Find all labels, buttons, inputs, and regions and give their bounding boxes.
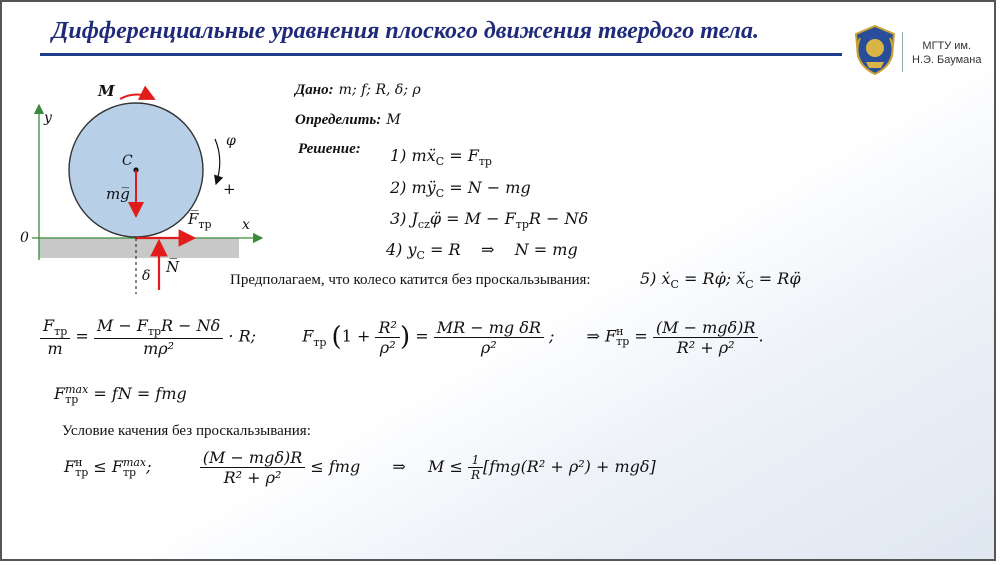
label-N: N̅ [166,258,180,276]
label-plus: + [223,180,236,198]
condition-row: F н тр ≤ F max тр ; $\frac{\text{(M − mgδ)R}}{\text{R² + ρ²}}$ ≤ fmg ⇒ M ≤ $\frac{1}{R}$ [fmg(R² + ρ²) + mgδ] [64,448,656,487]
label-phi: φ [226,133,236,149]
given-line [295,79,421,99]
phi-arrow [215,139,220,184]
fraction-friction-result: $\frac{\text{(M − mgδ)R}}{\text{R² + ρ²}}$ [653,318,759,357]
university-name [912,39,981,67]
equation-5: 5) ẋ$_C$ = Rφ̇; ẍ$_C$ = Rφ̈ [640,269,801,292]
fraction-f-over-m: $\frac{F_{тр}}{m}$ [40,316,70,358]
fraction-moment: $\frac{M - F_{тр}R - N\delta}{\text{mρ²}}$ [94,316,223,358]
university-line-1: МГТУ им. [922,40,972,52]
label-origin: 0 [20,230,29,246]
max-friction-equation: F max тр = fN = fmg [54,382,187,406]
given-value: m; f; R, δ; ρ [338,82,421,98]
bmstu-emblem-icon [852,24,898,76]
equation-3: 3) $J_{cz}\varphï = M - F_{тр}R - N\delta$ [390,209,589,232]
find-value: M [386,112,401,128]
moment-arrow [120,95,154,100]
logo-separator [902,32,903,72]
equation-4: 4) $y_C = R$ ⇒ N = mg [386,240,578,263]
find-line [295,109,401,129]
equation-2: 2) $mÿ_C = N$ − mg [390,178,531,201]
fraction-r-over-rho: $\frac{\text{R²}}{\text{ρ²}}$ [375,318,399,357]
fraction-mr: $\frac{\text{MR − mg δR}}{\text{ρ²}}$ [434,318,544,357]
equation-1: 1) mẍ$_C$ = $F_{тр}$ [390,146,492,169]
given-label: Дано: [295,82,334,98]
solution-label: Решение: [298,141,361,157]
label-M: M [98,82,115,100]
label-mg: mg̅ [106,185,130,203]
label-y: y [44,110,52,126]
wheel-diagram [2,2,282,302]
assumption-text: Предполагаем, что колесо катится без проскальзывания: [230,272,591,288]
derivation-row: $\frac{F_{тр}}{m}$ = $\frac{M - F_{тр}R - N\delta}{\text{mρ²}}$ · R; $F_{тр}$ (1 + $\frac{\text{R²}}{\text{ρ²}}$ ) = $\frac{\text{MR − mg δR}}{\text{ρ²}}$ ; ⇒ F н тр = $\frac{\text{(M − mgδ)R}}{\text{R² + ρ²}}$ . [40,316,764,358]
condition-text: Условие качения без проскальзывания: [62,423,311,439]
label-C: C [122,153,133,169]
fraction-one-over-r: $\frac{1}{R}$ [468,453,483,482]
ground-hatch [39,238,239,258]
university-line-2: Н.Э. Баумана [912,54,982,66]
slide-title: Дифференциальные уравнения плоского движения твердого тела. [52,18,759,44]
label-x: x [242,217,250,233]
label-Ftr: $F̅_{тр}$ [188,210,212,231]
find-label: Определить: [295,112,382,128]
label-delta: δ [142,268,151,284]
fraction-condition: $\frac{\text{(M − mgδ)R}}{\text{R² + ρ²}}$ [200,448,306,487]
